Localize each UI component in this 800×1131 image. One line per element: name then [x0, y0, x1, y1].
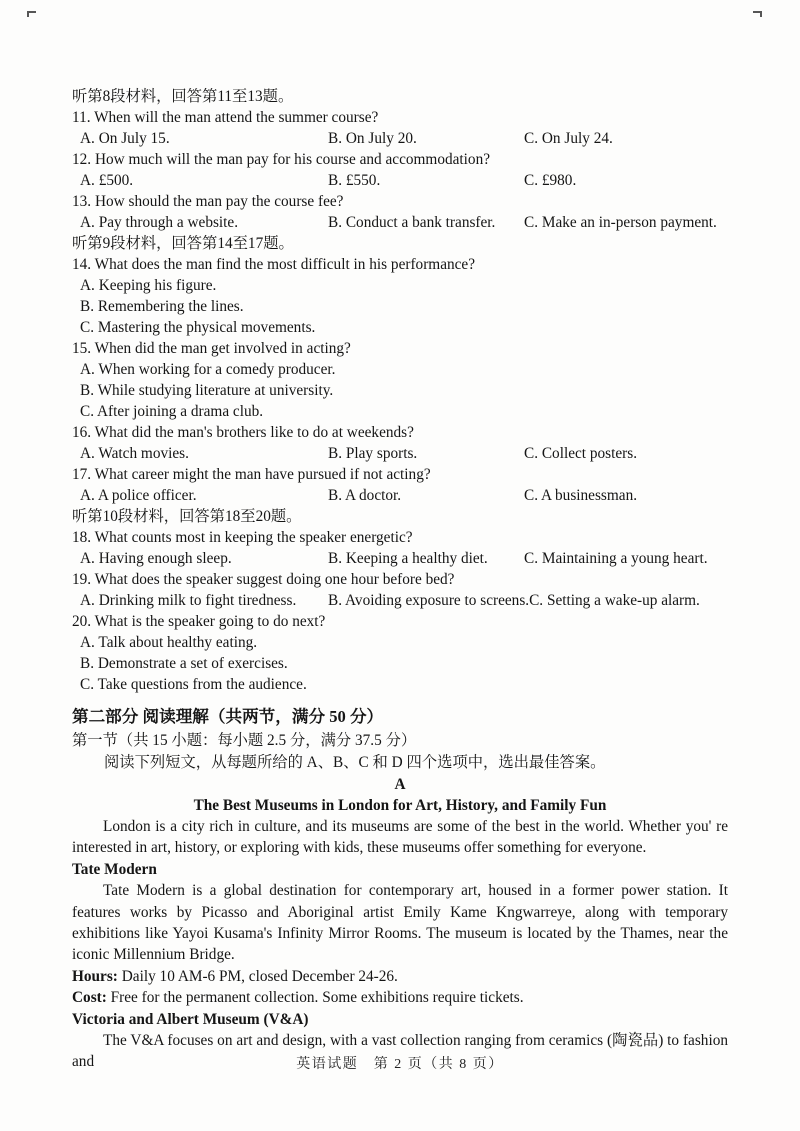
question-stem: 13. How should the man pay the course fee? — [72, 193, 344, 210]
option-a: A. Keeping his figure. — [80, 277, 217, 294]
option-b: B. £550. — [328, 172, 381, 189]
option-b: B. Avoiding exposure to screens. — [328, 592, 530, 609]
option-a: A. Drinking milk to fight tiredness. — [80, 592, 297, 609]
option-c: C. After joining a drama club. — [80, 403, 264, 420]
hours-line — [72, 966, 728, 987]
passage-title: The Best Museums in London for Art, History, and Family Fun — [193, 797, 607, 814]
listening-section-instruction: 听第8段材料，回答第11至13题。 — [72, 88, 294, 105]
museum-heading-tate: Tate Modern — [72, 860, 157, 878]
question-stem: 11. When will the man attend the summer course? — [72, 109, 379, 126]
cost-label: Cost: — [72, 989, 107, 1007]
option-c: C. Take questions from the audience. — [80, 676, 307, 693]
option-c: C. Mastering the physical movements. — [80, 319, 316, 336]
question-stem: 18. What counts most in keeping the speaker energetic? — [72, 529, 413, 546]
options-row — [72, 485, 728, 506]
option-a: A. Having enough sleep. — [80, 550, 232, 567]
passage-label: A — [394, 776, 406, 793]
option-c: C. £980. — [524, 172, 577, 189]
option-b: B. While studying literature at university. — [80, 382, 334, 399]
question-stem: 14. What does the man find the most difficult in his performance? — [72, 256, 475, 273]
passage-body — [72, 816, 728, 1073]
question-stem: 16. What did the man's brothers like to do at weekends? — [72, 424, 414, 441]
options-row — [72, 590, 728, 611]
passage-paragraph: The V&A focuses on art and design, with a vast collection ranging from ceramics (陶瓷品) to fashion and — [72, 1032, 728, 1071]
listening-section-instruction: 听第9段材料，回答第14至17题。 — [72, 235, 294, 252]
option-b: B. Play sports. — [328, 445, 418, 462]
section-heading: 第一节（共 15 小题：每小题 2.5 分，满分 37.5 分） — [72, 732, 417, 749]
options-row — [72, 212, 728, 233]
option-a: A. A police officer. — [80, 487, 197, 504]
option-b: B. Keeping a healthy diet. — [328, 550, 488, 567]
option-a: A. £500. — [80, 172, 134, 189]
cost-text: Free for the permanent collection. Some exhibitions require tickets. — [106, 989, 524, 1007]
option-b: B. A doctor. — [328, 487, 402, 504]
options-row — [72, 170, 728, 191]
option-a: A. Watch movies. — [80, 445, 189, 462]
page-footer: 英语试题 第 2 页（共 8 页） — [296, 1057, 504, 1072]
option-c: C. Maintaining a young heart. — [524, 550, 708, 567]
question-stem: 20. What is the speaker going to do next? — [72, 613, 326, 630]
question-stem: 15. When did the man get involved in acting? — [72, 340, 351, 357]
question-stem: 12. How much will the man pay for his course and accommodation? — [72, 151, 491, 168]
hours-label: Hours: — [72, 967, 118, 985]
question-stem: 19. What does the speaker suggest doing one hour before bed? — [72, 571, 455, 588]
option-b: B. On July 20. — [328, 130, 417, 147]
option-c: C. Make an in-person payment. — [524, 214, 717, 231]
passage-paragraph: London is a city rich in culture, and its museums are some of the best in the world. Whether you' re interested in art, history, or exploring with kids, these museums offer something for everyone. — [72, 818, 728, 857]
option-c: C. A businessman. — [524, 487, 638, 504]
option-c: C. Collect posters. — [524, 445, 638, 462]
option-a: A. On July 15. — [80, 130, 170, 147]
option-b: B. Remembering the lines. — [80, 298, 244, 315]
option-c: C. On July 24. — [524, 130, 613, 147]
option-a: A. When working for a comedy producer. — [80, 361, 336, 378]
options-row — [72, 548, 728, 569]
registration-mark — [753, 11, 762, 17]
option-b: B. Conduct a bank transfer. — [328, 214, 496, 231]
cost-line — [72, 987, 728, 1008]
hours-text: Daily 10 AM-6 PM, closed December 24-26. — [117, 967, 398, 985]
options-row — [72, 443, 728, 464]
option-c: C. Setting a wake-up alarm. — [529, 592, 700, 609]
options-row — [72, 128, 728, 149]
option-a: A. Talk about healthy eating. — [80, 634, 258, 651]
option-b: B. Demonstrate a set of exercises. — [80, 655, 288, 672]
reading-directions: 阅读下列短文，从每题所给的 A、B、C 和 D 四个选项中，选出最佳答案。 — [104, 754, 606, 771]
question-stem: 17. What career might the man have pursued if not acting? — [72, 466, 431, 483]
passage-paragraph: Tate Modern is a global destination for contemporary art, housed in a former power station. It features works by Picasso and Aboriginal artist Emily Kame Kngwarreye, along with temporary exhibitions like Yayoi Kusama's Infinity Mirror Rooms. The museum is located by the Thames, near the iconic Millennium Bridge. — [72, 882, 728, 964]
museum-heading-va: Victoria and Albert Museum (V&A) — [72, 1010, 309, 1028]
option-a: A. Pay through a website. — [80, 214, 239, 231]
registration-mark — [27, 11, 36, 17]
part-heading: 第二部分 阅读理解（共两节，满分 50 分） — [72, 707, 384, 726]
listening-section-instruction: 听第10段材料，回答第18至20题。 — [72, 508, 302, 525]
